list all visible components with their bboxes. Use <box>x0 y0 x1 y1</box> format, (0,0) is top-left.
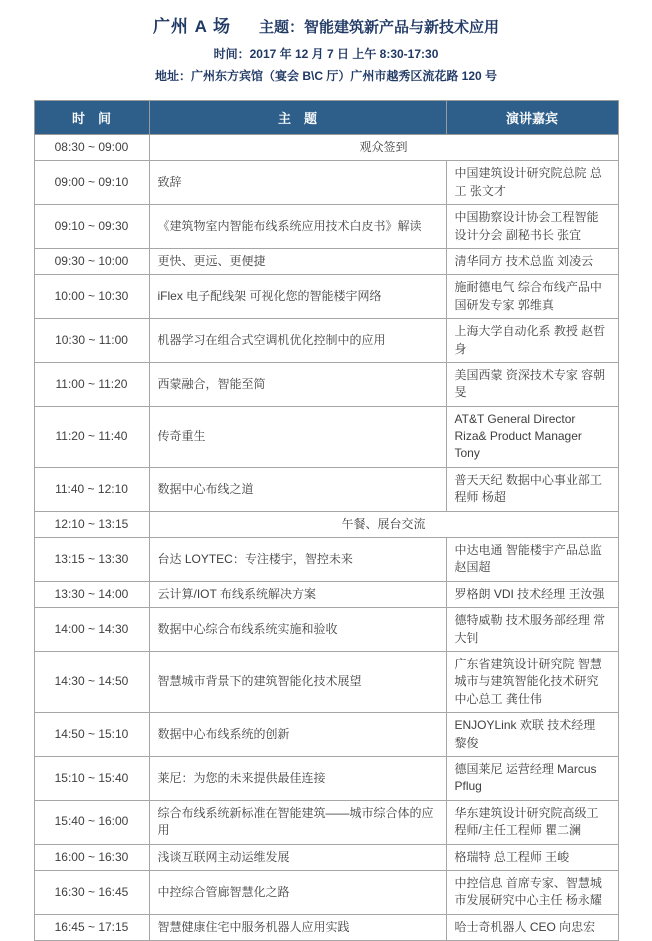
time-cell: 14:50 ~ 15:10 <box>34 713 149 757</box>
table-row <box>34 319 618 363</box>
table-row <box>34 713 618 757</box>
topic-cell: 数据中心布线系统的创新 <box>149 713 446 757</box>
speaker-cell: 施耐德电气 综合布线产品中国研发专家 郭维真 <box>446 275 618 319</box>
speaker-cell: 德特威勒 技术服务部经理 常大钊 <box>446 608 618 652</box>
time-cell: 11:00 ~ 11:20 <box>34 362 149 406</box>
table-row <box>34 581 618 607</box>
table-row <box>34 756 618 800</box>
speaker-cell: 广东省建筑设计研究院 智慧城市与建筑智能化技术研究中心总工 龚仕伟 <box>446 651 618 712</box>
header-row <box>34 101 618 135</box>
session-break-cell: 午餐、展台交流 <box>149 511 618 537</box>
speaker-cell: 中控信息 首席专家、智慧城市发展研究中心主任 杨永耀 <box>446 870 618 914</box>
topic-cell: 数据中心布线之道 <box>149 467 446 511</box>
time-cell: 15:10 ~ 15:40 <box>34 756 149 800</box>
time-cell: 15:40 ~ 16:00 <box>34 800 149 844</box>
time-cell: 16:30 ~ 16:45 <box>34 870 149 914</box>
table-row <box>34 800 618 844</box>
speaker-cell: 普天天纪 数据中心事业部工程师 杨超 <box>446 467 618 511</box>
time-cell: 16:00 ~ 16:30 <box>34 844 149 870</box>
col-header-topic: 主 题 <box>149 101 446 135</box>
speaker-cell: AT&T General Director Riza& Product Manager Tony <box>446 406 618 467</box>
speaker-cell: 哈士奇机器人 CEO 向忠宏 <box>446 914 618 940</box>
speaker-cell: 中国勘察设计协会工程智能设计分会 副秘书长 张宜 <box>446 205 618 249</box>
time-cell: 09:00 ~ 09:10 <box>34 161 149 205</box>
table-row <box>34 538 618 582</box>
title-line <box>0 12 652 37</box>
table-row <box>34 248 618 274</box>
page-header <box>0 12 652 84</box>
topic-cell: 机器学习在组合式空调机优化控制中的应用 <box>149 319 446 363</box>
event-time: 时间：2017 年 12 月 7 日 上午 8:30-17:30 <box>213 47 439 61</box>
topic-cell: 中控综合管廊智慧化之路 <box>149 870 446 914</box>
time-cell: 09:10 ~ 09:30 <box>34 205 149 249</box>
time-cell: 16:45 ~ 17:15 <box>34 914 149 940</box>
topic-cell: 更快、更远、更便捷 <box>149 248 446 274</box>
topic-cell: 浅谈互联网主动运维发展 <box>149 844 446 870</box>
table-row <box>34 914 618 940</box>
table-row <box>34 651 618 712</box>
time-cell: 08:30 ~ 09:00 <box>34 135 149 161</box>
time-cell: 14:00 ~ 14:30 <box>34 608 149 652</box>
table-row <box>34 362 618 406</box>
speaker-cell: 清华同方 技术总监 刘凌云 <box>446 248 618 274</box>
venue-title: 广州 A 场 <box>152 17 232 36</box>
speaker-cell: 华东建筑设计研究院高级工程师/主任工程师 瞿二澜 <box>446 800 618 844</box>
time-cell: 11:20 ~ 11:40 <box>34 406 149 467</box>
table-row <box>34 467 618 511</box>
col-header-speaker: 演讲嘉宾 <box>446 101 618 135</box>
topic-cell: 智慧健康住宅中服务机器人应用实践 <box>149 914 446 940</box>
topic-cell: 台达 LOYTEC：专注楼宇，智控未来 <box>149 538 446 582</box>
topic-cell: 综合布线系统新标准在智能建筑——城市综合体的应用 <box>149 800 446 844</box>
schedule-table <box>34 100 619 941</box>
speaker-cell: 德国莱尼 运营经理 Marcus Pflug <box>446 756 618 800</box>
table-row <box>34 135 618 161</box>
col-header-time: 时 间 <box>34 101 149 135</box>
time-cell: 11:40 ~ 12:10 <box>34 467 149 511</box>
topic-cell: iFlex 电子配线架 可视化您的智能楼宇网络 <box>149 275 446 319</box>
speaker-cell: 中达电通 智能楼宇产品总监 赵国超 <box>446 538 618 582</box>
table-row <box>34 511 618 537</box>
topic-cell: 《建筑物室内智能布线系统应用技术白皮书》解读 <box>149 205 446 249</box>
table-row <box>34 275 618 319</box>
schedule-table-header <box>34 101 618 135</box>
time-cell: 10:00 ~ 10:30 <box>34 275 149 319</box>
speaker-cell: ENJOYLink 欢联 技术经理 黎俊 <box>446 713 618 757</box>
time-cell: 14:30 ~ 14:50 <box>34 651 149 712</box>
table-row <box>34 205 618 249</box>
speaker-cell: 罗格朗 VDI 技术经理 王汝强 <box>446 581 618 607</box>
topic-cell: 数据中心综合布线系统实施和验收 <box>149 608 446 652</box>
time-cell: 09:30 ~ 10:00 <box>34 248 149 274</box>
event-address: 地址：广州东方宾馆（宴会 B\C 厅）广州市越秀区流花路 120 号 <box>154 69 498 83</box>
topic-cell: 致辞 <box>149 161 446 205</box>
table-row <box>34 608 618 652</box>
topic-cell: 莱尼：为您的未来提供最佳连接 <box>149 756 446 800</box>
table-row <box>34 406 618 467</box>
session-break-cell: 观众签到 <box>149 135 618 161</box>
topic-cell: 西蒙融合，智能至简 <box>149 362 446 406</box>
speaker-cell: 上海大学自动化系 教授 赵哲身 <box>446 319 618 363</box>
topic-cell: 传奇重生 <box>149 406 446 467</box>
speaker-cell: 中国建筑设计研究院总院 总工 张文才 <box>446 161 618 205</box>
schedule-table-body <box>34 135 618 941</box>
topic-cell: 智慧城市背景下的建筑智能化技术展望 <box>149 651 446 712</box>
speaker-cell: 美国西蒙 资深技术专家 容朝旻 <box>446 362 618 406</box>
theme-title: 主题：智能建筑新产品与新技术应用 <box>259 19 500 36</box>
table-row <box>34 844 618 870</box>
speaker-cell: 格瑞特 总工程师 王峻 <box>446 844 618 870</box>
time-cell: 10:30 ~ 11:00 <box>34 319 149 363</box>
time-cell: 13:15 ~ 13:30 <box>34 538 149 582</box>
table-row <box>34 161 618 205</box>
time-cell: 13:30 ~ 14:00 <box>34 581 149 607</box>
time-cell: 12:10 ~ 13:15 <box>34 511 149 537</box>
table-row <box>34 870 618 914</box>
topic-cell: 云计算/IOT 布线系统解决方案 <box>149 581 446 607</box>
